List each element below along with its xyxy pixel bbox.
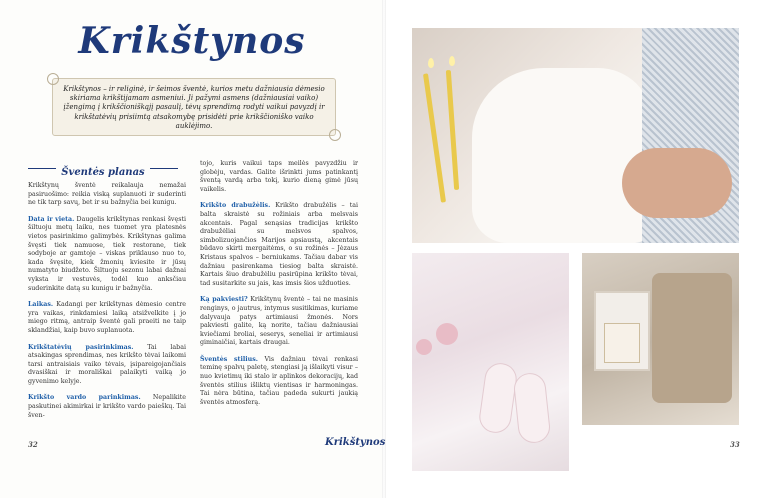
running-title: Krikštynos bbox=[325, 437, 386, 448]
intro-text: Krikštynos – ir religinė, ir šeimos šventė, kurios metu dažniausia dėmesio skiriama krikštijamam asmeniui. Ji pažymi asmens (dažniausiai vaiko) įžengimą į krikščioniškąjį pasaulį, tėvų sprendimą rodyti vaikui pavyzdį ir krikštatėvių prisiimtą atsakomybę prisidėti prie krikščioniško vaiko auklėjimo. bbox=[63, 85, 325, 130]
text-column-2 bbox=[200, 160, 358, 415]
flower-icon bbox=[436, 323, 458, 345]
section-title: Šventės planas bbox=[61, 167, 145, 178]
jewelry-box bbox=[594, 291, 650, 371]
paragraph: Data ir vieta. Daugelis krikštynas renkasi švęsti šiltuoju metų laiku, nes tuomet yra platesnės vietos pasirinkimo galimybės. Krikštynas galima švęsti tiek namuose, tiek restorane, tiek sodyboje ar gamtoje – viskas priklauso nuo to, kada švęsite, kiek žmonių kviesite ir jūsų numatyto biudžeto. Šiltuoju sezonu labai dažnai vyksta ir vestuvės, todėl kuo anksčiau suderinkite datą su kunigu ir bažnyčia. bbox=[28, 215, 186, 292]
subhead: Krikšto drabužėlis. bbox=[200, 202, 271, 210]
paragraph: Šventės stilius. Vis dažniau tėvai renkasi teminę spalvų paletę, stengiasi ją išlaikyti visur – nuo kvietimų iki stalo ir aplinkos dekoracijų, kad šventės stilius išliktų vientisas ir harmoningas. Tai nėra būtina, tačiau padeda sukurti jaukią šventės atmosferą. bbox=[200, 355, 358, 406]
subhead: Krikštatėvių pasirinkimas. bbox=[28, 343, 134, 351]
photo-jewelry-box bbox=[582, 253, 739, 425]
paragraph: Ką pakviesti? Krikštynų šventė – tai ne masinis renginys, o jautrus, intymus susitikimas, kuriame dalyvauja patys artimiausi žmonės. Nors pakviesti galite, ką norite, tačiau dažniausiai kviečiami broliai, seserys, seneliai ir artimiausi giminaičiai, kartais draugai. bbox=[200, 296, 358, 347]
photo-baby-shoes bbox=[412, 253, 569, 471]
paragraph: Krikšto drabužėlis. Krikšto drabužėlis – tai balta skraistė su rožiniais arba melsvais akcentais. Pagal senąsias tradicijas krikšto drabužėliai su melsvos spalvos, simbolizuojančios Marijos apsiaustą, akcentais būdavo skirti mergaitėms, o su rožinės – Jėzaus Kristaus spalvos – berniukams. Tačiau dabar vis dažniau pasirenkama tiesiog balta skraistė. Kartais šiuo drabužėliu pasirūpina krikšto tėvai, tad susitarkite su jais, kas imsis šios užduoties. bbox=[200, 202, 358, 287]
subhead: Laikas. bbox=[28, 301, 54, 309]
photo-baby-candles bbox=[412, 28, 739, 243]
flame-icon bbox=[449, 56, 455, 66]
jewelry-box-inner bbox=[604, 323, 640, 363]
page-title: Krikštynos bbox=[78, 20, 306, 62]
paragraph: tojo, kuris vaikui taps meilės pavyzdžiu ir globėju, vardas. Galite išrinkti jums patinkantį šventą vardą arba tokį, kurio dieną gimė jūsų vaikelis. bbox=[200, 160, 358, 193]
vest bbox=[652, 273, 732, 403]
candle-icon bbox=[446, 70, 459, 190]
book-gutter bbox=[382, 0, 386, 498]
subhead: Data ir vieta. bbox=[28, 215, 75, 223]
paragraph: Laikas. Kadangi per krikštynas dėmesio centre yra vaikas, rinkdamiesi laiką atsižvelkite į jo miego ritmą, antraip šventė gali praeiti ne taip sklandžiai, kaip buvo suplanuota. bbox=[28, 301, 186, 334]
text-column-1 bbox=[28, 182, 186, 428]
page-number: 33 bbox=[730, 440, 740, 449]
candle-icon bbox=[423, 73, 446, 202]
baby-shoe bbox=[477, 361, 518, 435]
paragraph: Krikštynų šventė reikalauja nemažai pasiruošimo: reikia viską suplanuoti ir suderinti ne tik tarp savų, bet ir su bažnyčia bei kunigu. bbox=[28, 182, 186, 207]
christening-blanket bbox=[472, 68, 652, 243]
arm bbox=[622, 148, 732, 218]
subhead: Krikšto vardo parinkimas. bbox=[28, 394, 141, 402]
page-number: 32 bbox=[28, 440, 38, 449]
section-heading bbox=[28, 160, 178, 179]
baby-shoe bbox=[512, 372, 551, 445]
divider-line bbox=[150, 168, 178, 169]
flower-icon bbox=[416, 339, 432, 355]
intro-scroll bbox=[52, 78, 336, 136]
divider-line bbox=[28, 168, 56, 169]
paragraph: Krikšto vardo parinkimas. Nepalikite paskutinei akimirkai ir krikšto vardo paieškų. Tai šven- bbox=[28, 394, 186, 419]
subhead: Šventės stilius. bbox=[200, 355, 258, 363]
subhead: Ką pakviesti? bbox=[200, 296, 248, 304]
flame-icon bbox=[428, 58, 434, 68]
paragraph: Krikštatėvių pasirinkimas. Tai labai atsakingas sprendimas, nes krikšto tėvai laikomi tarsi antraisiais vaiko tėvais, įsipareigojančiais dvasiškai ir morališkai palaikyti vaiką jo gyvenimo kelyje. bbox=[28, 343, 186, 385]
